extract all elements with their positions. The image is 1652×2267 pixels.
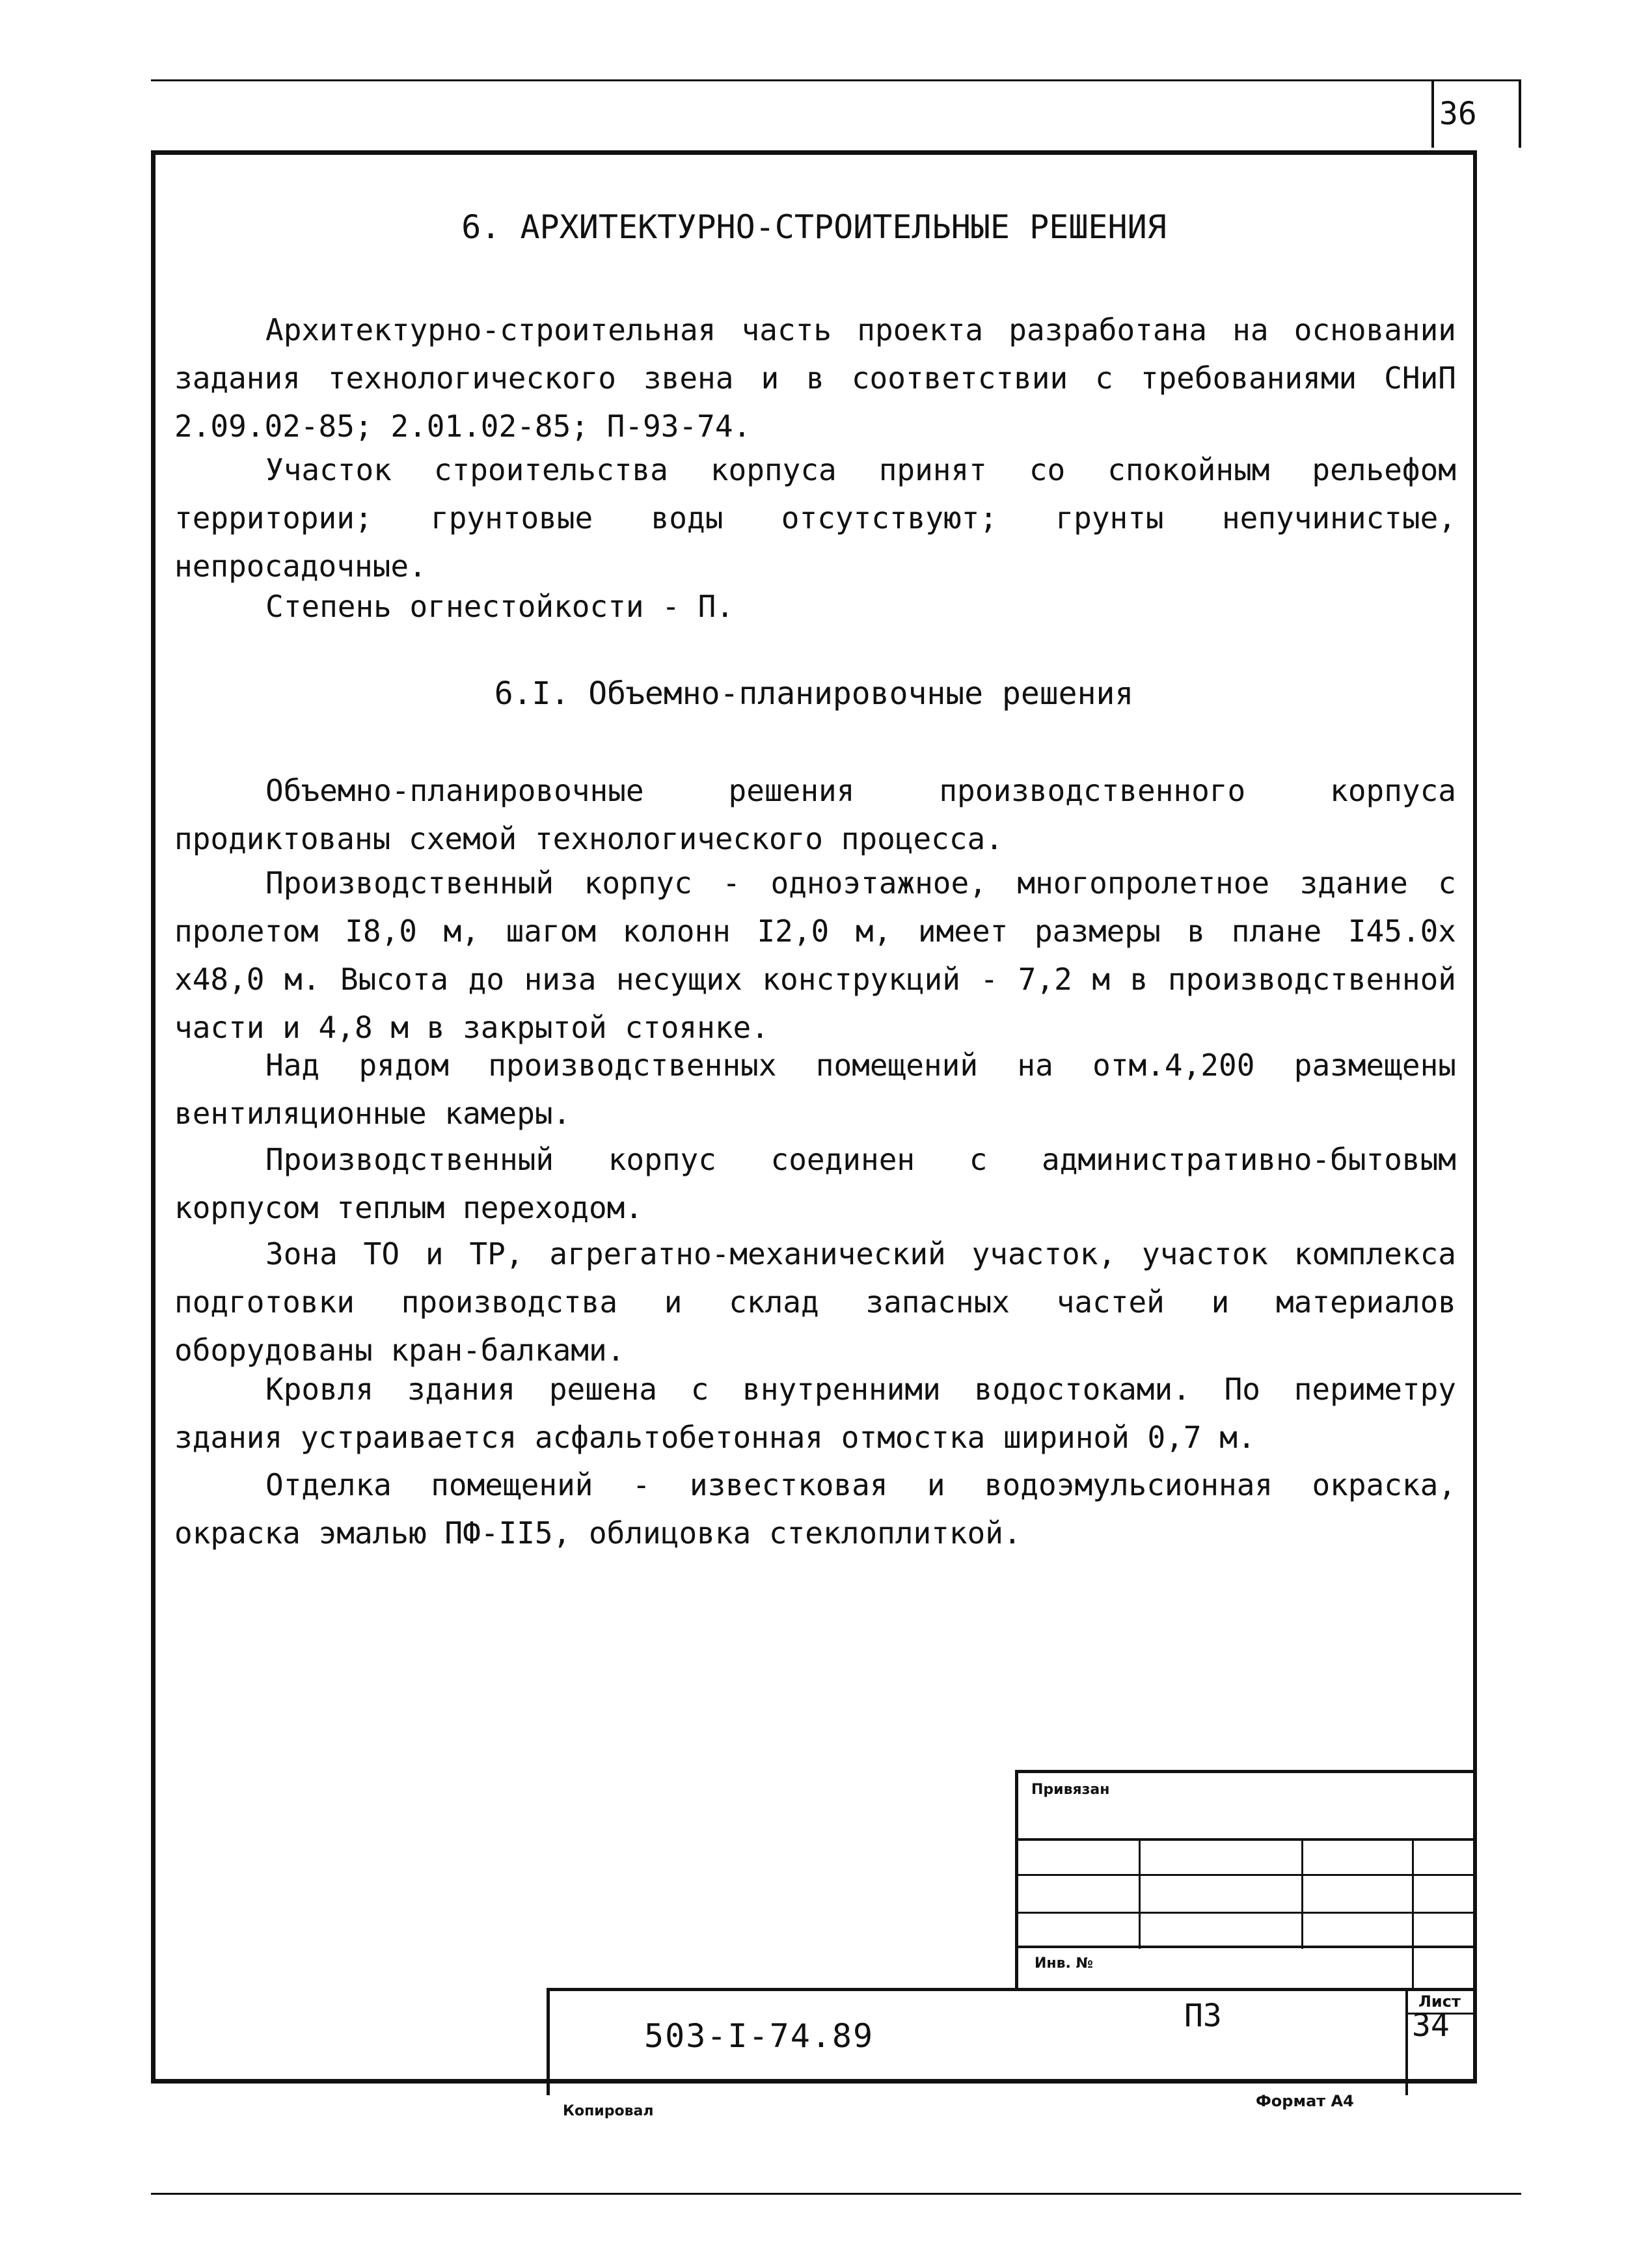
subsection-title: 6.I. Объемно-планировочные решения	[494, 675, 1134, 712]
copied-by-label: Копировал	[563, 2103, 654, 2119]
sub-paragraph-3: Над рядом производственных помещений на отм.4,200 размещены вентиляционные камеры.	[174, 1048, 1456, 1131]
sheet-number: 34	[1412, 2007, 1450, 2044]
binding-col-line-3	[1412, 1838, 1414, 1991]
binding-col-line-1	[1139, 1838, 1141, 1949]
binding-row-line-3	[1015, 1912, 1477, 1914]
binding-row-line-2	[1015, 1874, 1477, 1876]
sub-paragraph-5: Зона ТО и ТР, агрегатно-механический участок, участок комплекса подготовки производства и склад запасных частей и материалов оборудованы кран-балками.	[174, 1236, 1456, 1368]
page-number-box-right	[1519, 79, 1521, 148]
sub-paragraph-6: Кровля здания решена с внутренними водостоками. По периметру здания устраивается асфальтобетонная отмостка шириной 0,7 м.	[174, 1372, 1456, 1455]
sub-paragraph-4: Производственный корпус соединен с административно-бытовым корпусом теплым переходом.	[174, 1142, 1456, 1225]
document-code: 503-I-74.89	[644, 2017, 874, 2055]
intro-paragraph-1: Архитектурно-строительная часть проекта разработана на основании задания технологического звена и в соответствии с требованиями СНиП 2.09.02-85; 2.01.02-85; П-93-74.	[174, 312, 1456, 444]
document-part: ПЗ	[1184, 1998, 1222, 2034]
page-number: 36	[1439, 96, 1477, 132]
format-label: Формат А4	[1256, 2092, 1354, 2110]
sheet-col-line	[1405, 1988, 1408, 2095]
intro-paragraph-3: Степень огнестойкости - П.	[265, 589, 735, 624]
binding-row-line-4	[1015, 1946, 1477, 1948]
sub-paragraph-2: Производственный корпус - одноэтажное, многопролетное здание с пролетом I8,0 м, шагом колонн I2,0 м, имеет размеры в плане I45.0х х48,0 м. Высота до низа несущих конструкций - 7,2 м в производственной части и 4,8 м в закрытой стоянке.	[174, 865, 1456, 1045]
section-title: 6. АРХИТЕКТУРНО-СТРОИТЕЛЬНЫЕ РЕШЕНИЯ	[461, 208, 1167, 246]
binding-col-line-2	[1301, 1838, 1303, 1949]
bottom-rule	[151, 2193, 1521, 2195]
sub-paragraph-1: Объемно-планировочные решения производственного корпуса продиктованы схемой технологического процесса.	[174, 773, 1456, 856]
binding-stamp-label: Привязан	[1031, 1782, 1110, 1798]
top-rule	[151, 79, 1521, 81]
sheet-label: Лист	[1418, 1992, 1461, 2011]
binding-row-line-1	[1015, 1838, 1477, 1841]
inv-number-label: Инв. №	[1035, 1955, 1094, 1972]
intro-paragraph-2: Участок строительства корпуса принят со спокойным рельефом территории; грунтовые воды отсутствуют; грунты непучинистые, непросадочные.	[174, 452, 1456, 584]
sub-paragraph-7: Отделка помещений - известковая и водоэмульсионная окраска, окраска эмалью ПФ-II5, облицовка стеклоплиткой.	[174, 1467, 1456, 1551]
